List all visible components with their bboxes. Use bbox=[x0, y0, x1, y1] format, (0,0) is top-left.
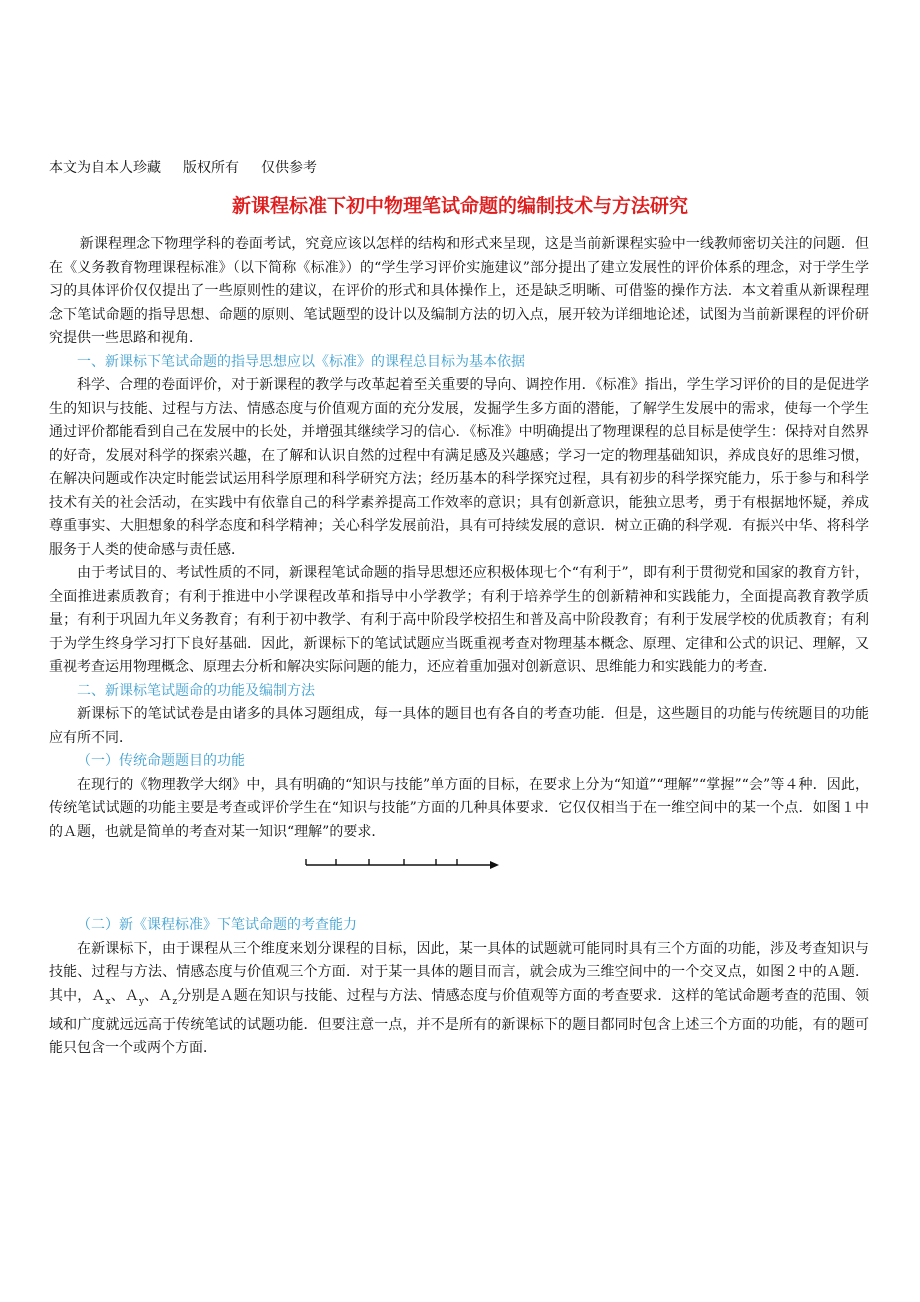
copyright-notice bbox=[49, 158, 339, 178]
symbol-ay-sub: y bbox=[138, 996, 145, 1007]
section1-heading: 一、新课标下笔试命题的指导思想应以《标准》的课程总目标为基本依据 bbox=[77, 353, 525, 370]
document-body bbox=[49, 233, 869, 1061]
symbol-ax-sub: x bbox=[105, 996, 111, 1007]
notice-rights: 版权所有 bbox=[183, 160, 239, 176]
subsection1-paragraph: 在现行的《物理教学大纲》中，具有明确的“知识与技能”单方面的目标，在要求上分为“知道”“理解”“掌握”“会”等４种．因此，传统笔试试题的功能主要是考查或评价学生在“知识与技能”方面的几种具体要求．它仅仅相当于在一维空间中的某一个点．如图１中的Ａ题，也就是简单的考查对某一知识“理解”的要求． bbox=[49, 776, 869, 840]
symbol-ay-base: Ａ bbox=[124, 987, 139, 1004]
separator: 、 bbox=[110, 987, 125, 1004]
symbol-ax-base: Ａ bbox=[91, 987, 106, 1004]
subsection1-heading: （一）传统命题题目的功能 bbox=[77, 753, 245, 769]
document-title: 新课程标准下初中物理笔试命题的编制技术与方法研究 bbox=[231, 195, 688, 217]
figure-1-axis-diagram bbox=[294, 848, 624, 894]
subsection2-paragraph bbox=[49, 938, 869, 1061]
subsection2-text-b: 分别是Ａ题在知识与技能、过程与方法、情感态度与价值观等方面的考查要求．这样的笔试命题考查的范围、领域和广度就远远高于传统笔试的试题功能．但要注意一点，并不是所有的新课标下的题目都同时包含上述三个方面的功能，有的题可能只包含一个或两个方面． bbox=[49, 987, 870, 1057]
symbol-az bbox=[158, 987, 178, 1007]
separator: 、 bbox=[144, 987, 159, 1004]
spacer bbox=[49, 900, 869, 914]
intro-paragraph: 新课程理念下物理学科的卷面考试，究竟应该以怎样的结构和形式来呈现，这是当前新课程实验中一线教师密切关注的问题．但在《义务教育物理课程标准》（以下简称《标准》）的“学生学习评价实施建议”部分提出了建立发展性的评价体系的理念，对于学生学习的具体评价仅仅提出了一些原则性的建议，在评价的形式和具体操作上，还是缺乏明晰、可借鉴的操作方法．本文着重从新课程理念下笔试命题的指导思想、命题的原则、笔试题型的设计以及编制方法的切入点，展开较为详细地论述，试图为当前新课程的评价研究提供一些思路和视角． bbox=[49, 236, 869, 346]
section2-heading: 二、新课标笔试题命的功能及编制方法 bbox=[77, 682, 315, 699]
symbol-az-sub: z bbox=[172, 996, 178, 1007]
notice-reference: 仅供参考 bbox=[261, 160, 317, 176]
symbol-ay bbox=[124, 987, 145, 1007]
axis-arrowhead bbox=[490, 861, 499, 869]
section1-paragraph-2: 由于考试目的、考试性质的不同，新课程笔试命题的指导思想还应积极体现七个“有利于”，即有利于贯彻党和国家的教育方针，全面推进素质教育；有利于推进中小学课程改革和指导中小学教学；有利于培养学生的创新精神和实践能力，全面提高教育教学质量；有利于巩固九年义务教育；有利于初中教学、有利于高中阶段学校招生和普及高中阶段教育；有利于发展学校的优质教育；有利于为学生终身学习打下良好基础．因此，新课标下的笔试试题应当既重视考查对物理基本概念、原理、定律和公式的识记、理解，又重视考查运用物理概念、原理去分析和解决实际问题的能力，还应着重加强对创新意识、思维能力和实践能力的考查． bbox=[49, 565, 869, 675]
section1-paragraph-1: 科学、合理的卷面评价，对于新课程的教学与改革起着至关重要的导向、调控作用．《标准》指出，学生学习评价的目的是促进学生的知识与技能、过程与方法、情感态度与价值观方面的充分发展，发掘学生多方面的潜能，了解学生发展中的需求，使每一个学生通过评价都能看到自己在发展中的长处，并增强其继续学习的信心．《标准》中明确提出了物理课程的总目标是使学生：保持对自然界的好奇，发展对科学的探索兴趣，在了解和认识自然的过程中有满足感及兴趣感；学习一定的物理基础知识，养成良好的思维习惯，在解决问题或作决定时能尝试运用科学原理和科学研究方法；经历基本的科学探究过程，具有初步的科学探究能力，乐于参与和科学技术有关的社会活动，在实践中有依靠自己的科学素养提高工作效率的意识；具有创新意识，能独立思考，勇于有根据地怀疑，养成尊重事实、大胆想象的科学态度和科学精神；关心科学发展前沿，具有可持续发展的意识．树立正确的科学观．有振兴中华、将科学服务于人类的使命感与责任感． bbox=[49, 377, 869, 558]
symbol-ax bbox=[91, 987, 111, 1007]
section2-paragraph-1: 新课标下的笔试试卷是由诸多的具体习题组成，每一具体的题目也有各自的考查功能．但是，这些题目的功能与传统题目的功能应有所不同． bbox=[49, 706, 869, 746]
notice-collection: 本文为自本人珍藏 bbox=[49, 160, 161, 176]
figure-1 bbox=[49, 848, 869, 894]
subsection2-text-a: 在新课标下，由于课程从三个维度来划分课程的目标，因此，某一具体的试题就可能同时具有三个方面的功能，涉及考查知识与技能、过程与方法、情感态度与价值观三个方面．对于某一具体的题目而言，就会成为三维空间中的一个交叉点，如图２中的Ａ题．其中， bbox=[49, 940, 869, 1004]
symbol-az-base: Ａ bbox=[158, 987, 173, 1004]
subsection2-heading: （二）新《课程标准》下笔试命题的考查能力 bbox=[77, 917, 357, 933]
